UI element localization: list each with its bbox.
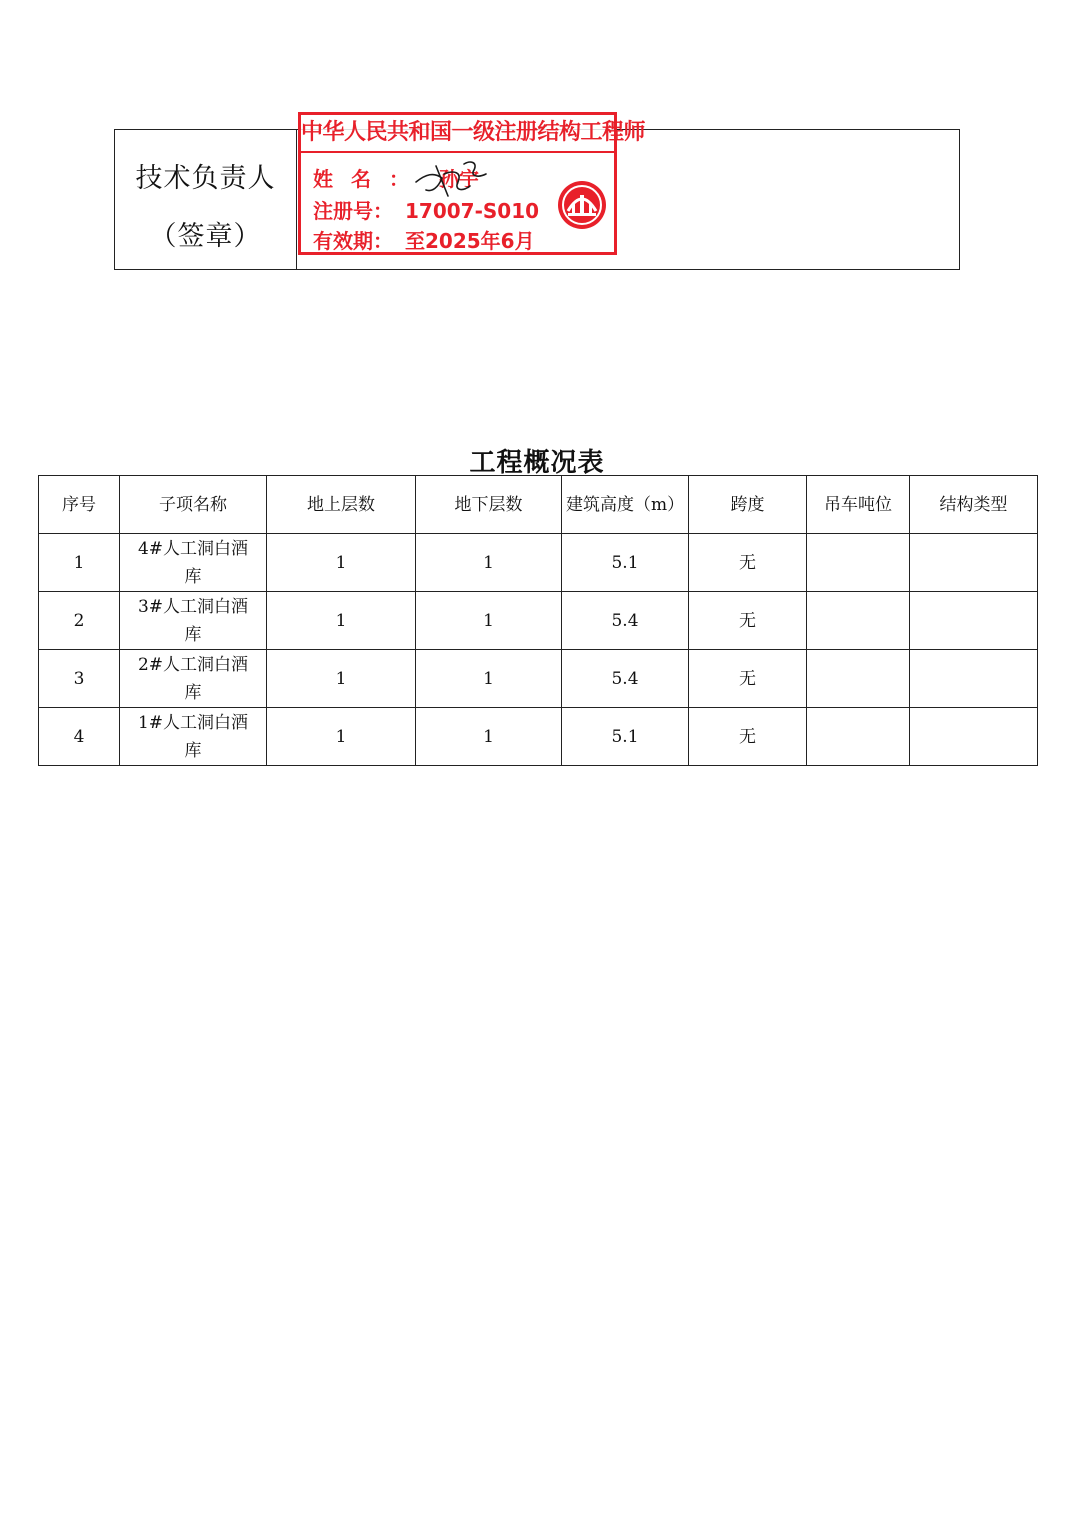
header-height: 建筑高度（m） (562, 476, 689, 534)
cell-crane (807, 592, 910, 650)
cell-below: 1 (416, 650, 562, 708)
header-structure: 结构类型 (910, 476, 1038, 534)
cell-height: 5.4 (562, 592, 689, 650)
cell-below: 1 (416, 592, 562, 650)
cell-name-text: 2#人工洞白酒库 (137, 654, 249, 703)
header-below: 地下层数 (416, 476, 562, 534)
signature-label-cell (115, 130, 297, 269)
handwritten-signature (408, 152, 498, 200)
table-row (39, 534, 1038, 592)
cell-name (120, 592, 267, 650)
seal-name-value: 孙宇 (439, 167, 479, 191)
cell-above: 1 (267, 708, 416, 766)
header-no: 序号 (39, 476, 120, 534)
table-title: 工程概况表 (469, 448, 605, 478)
cell-structure (910, 650, 1038, 708)
cell-structure (910, 592, 1038, 650)
seal-label: （签章） (149, 221, 262, 252)
table-row (39, 708, 1038, 766)
cell-name (120, 708, 267, 766)
cell-span: 无 (689, 650, 807, 708)
cell-name-text: 1#人工洞白酒库 (137, 712, 249, 761)
table-row (39, 650, 1038, 708)
seal-reg-key: 注册号： (313, 199, 393, 223)
cell-no: 3 (39, 650, 120, 708)
cell-name-text: 4#人工洞白酒库 (137, 538, 249, 587)
cell-no: 2 (39, 592, 120, 650)
cell-no: 4 (39, 708, 120, 766)
cell-crane (807, 708, 910, 766)
tech-lead-label: 技术负责人 (135, 163, 276, 194)
cell-span: 无 (689, 534, 807, 592)
cell-height: 5.1 (562, 708, 689, 766)
cell-name-text: 3#人工洞白酒库 (137, 596, 249, 645)
header-above: 地上层数 (267, 476, 416, 534)
cell-height: 5.1 (562, 534, 689, 592)
header-span: 跨度 (689, 476, 807, 534)
cell-above: 1 (267, 650, 416, 708)
engineer-emblem-icon (556, 179, 608, 231)
cell-no: 1 (39, 534, 120, 592)
seal-valid-row (313, 225, 535, 254)
cell-crane (807, 650, 910, 708)
header-name: 子项名称 (120, 476, 267, 534)
table-row (39, 592, 1038, 650)
header-crane: 吊车吨位 (807, 476, 910, 534)
cell-above: 1 (267, 592, 416, 650)
seal-title: 中华人民共和国一级注册结构工程师 (301, 115, 614, 153)
cell-above: 1 (267, 534, 416, 592)
seal-reg-value: 17007-S010 (405, 199, 540, 223)
cell-name (120, 650, 267, 708)
cell-span: 无 (689, 708, 807, 766)
cell-structure (910, 534, 1038, 592)
cell-below: 1 (416, 534, 562, 592)
cell-span: 无 (689, 592, 807, 650)
seal-name-key: 姓名： (313, 167, 427, 191)
table-header-row (39, 476, 1038, 534)
cell-crane (807, 534, 910, 592)
cell-below: 1 (416, 708, 562, 766)
seal-valid-key: 有效期： (313, 229, 393, 253)
cell-structure (910, 708, 1038, 766)
seal-valid-value: 至2025年6月 (405, 229, 535, 253)
project-overview-table (38, 475, 1038, 766)
cell-height: 5.4 (562, 650, 689, 708)
cell-name (120, 534, 267, 592)
